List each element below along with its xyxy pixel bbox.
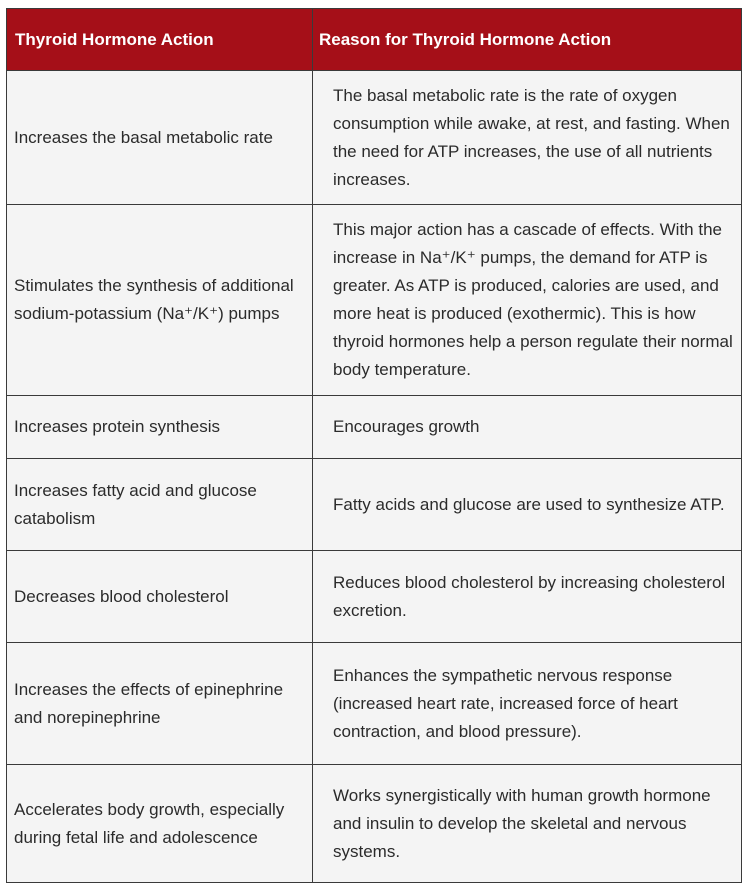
table-row (7, 396, 742, 459)
thyroid-hormone-table (6, 8, 742, 883)
header-row (7, 9, 742, 71)
table-row (7, 459, 742, 551)
reason-cell: Enhances the sympathetic nervous response (increased heart rate, increased force of heart contraction, and blood pressure). (313, 643, 742, 765)
action-cell: Increases the basal metabolic rate (7, 71, 313, 205)
action-cell: Increases the effects of epinephrine and norepinephrine (7, 643, 313, 765)
action-cell: Stimulates the synthesis of additional sodium-potassium (Na⁺/K⁺) pumps (7, 205, 313, 396)
table-row (7, 643, 742, 765)
reason-cell: Encourages growth (313, 396, 742, 459)
reason-cell: The basal metabolic rate is the rate of oxygen consumption while awake, at rest, and fasting. When the need for ATP increases, the use of all nutrients increases. (313, 71, 742, 205)
header-action: Thyroid Hormone Action (7, 9, 313, 71)
reason-cell: Works synergistically with human growth hormone and insulin to develop the skeletal and nervous systems. (313, 765, 742, 883)
header-reason: Reason for Thyroid Hormone Action (313, 9, 742, 71)
table-row (7, 71, 742, 205)
action-cell: Increases fatty acid and glucose catabolism (7, 459, 313, 551)
reason-cell: Fatty acids and glucose are used to synthesize ATP. (313, 459, 742, 551)
reason-cell: This major action has a cascade of effects. With the increase in Na⁺/K⁺ pumps, the demand for ATP is greater. As ATP is produced, calories are used, and more heat is produced (exothermic). This is how thyroid hormones help a person regulate their normal body temperature. (313, 205, 742, 396)
table-row (7, 205, 742, 396)
action-cell: Increases protein synthesis (7, 396, 313, 459)
action-cell: Decreases blood cholesterol (7, 551, 313, 643)
table-row (7, 765, 742, 883)
action-cell: Accelerates body growth, especially during fetal life and adolescence (7, 765, 313, 883)
reason-cell: Reduces blood cholesterol by increasing cholesterol excretion. (313, 551, 742, 643)
table-row (7, 551, 742, 643)
